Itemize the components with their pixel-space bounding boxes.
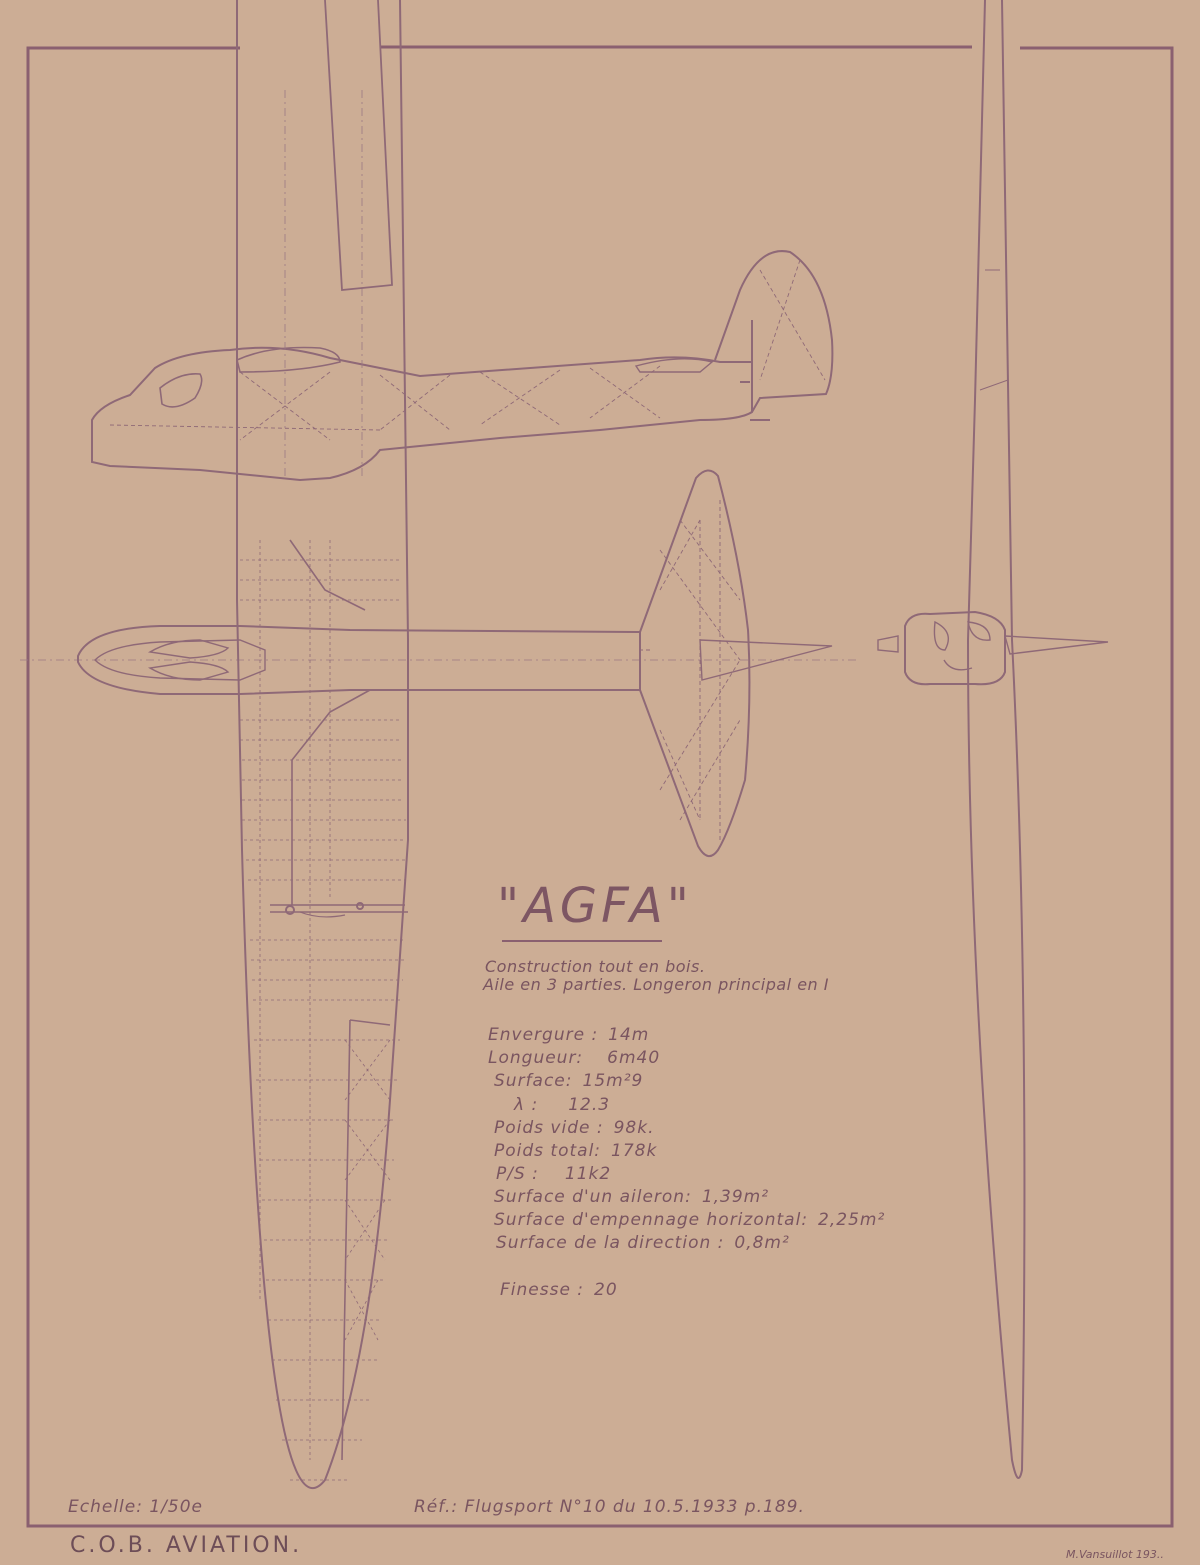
top-view-wing — [237, 0, 408, 1488]
spec-label: Surface: — [494, 1071, 573, 1091]
spec-row — [494, 1071, 643, 1091]
finesse-label: Finesse : — [500, 1280, 585, 1300]
construction-note: Construction tout en bois. — [485, 957, 706, 976]
spec-value: 11k2 — [564, 1164, 612, 1184]
spec-value: 12.3 — [568, 1095, 611, 1115]
spec-row — [494, 1141, 657, 1161]
spec-value: 2,25m² — [818, 1210, 886, 1230]
spec-value: 1,39m² — [701, 1187, 770, 1207]
spec-label: λ : — [514, 1095, 539, 1115]
spec-value: 0,8m² — [734, 1233, 790, 1253]
top-view-fuselage — [78, 470, 832, 856]
spec-row — [488, 1025, 649, 1045]
spec-value: 15m²9 — [582, 1071, 644, 1091]
signature: M.Vansuillot 193.. — [1066, 1548, 1164, 1561]
spec-label: Surface d'un aileron: — [494, 1187, 692, 1207]
spec-value: 6m40 — [607, 1048, 661, 1068]
organization-name: C.O.B. AVIATION. — [70, 1533, 303, 1558]
spec-label: Surface d'empennage horizontal: — [494, 1210, 809, 1230]
spec-row — [488, 1048, 660, 1068]
spec-row — [494, 1187, 769, 1207]
finesse-row — [500, 1280, 618, 1300]
title-underline — [502, 940, 662, 942]
spec-label: Envergure : — [488, 1025, 599, 1045]
spec-label: Poids total: — [494, 1141, 602, 1161]
sheet-border — [28, 47, 1172, 1526]
aircraft-title: "AGFA" — [497, 878, 693, 934]
spec-label: P/S : — [496, 1164, 539, 1184]
spec-row — [494, 1118, 654, 1138]
wing-note: Aile en 3 parties. Longeron principal en I — [483, 975, 829, 994]
side-view — [92, 251, 832, 480]
spec-row — [496, 1233, 790, 1253]
scale-note: Echelle: 1/50e — [68, 1497, 203, 1517]
spec-row — [494, 1210, 885, 1230]
spec-label: Poids vide : — [494, 1118, 604, 1138]
spec-value: 178k — [611, 1141, 658, 1161]
spec-value: 14m — [608, 1025, 650, 1045]
spec-value: 98k. — [613, 1118, 655, 1138]
reference-note: Réf.: Flugsport N°10 du 10.5.1933 p.189. — [414, 1497, 805, 1517]
front-view — [878, 0, 1108, 1478]
spec-label: Longueur: — [488, 1048, 584, 1068]
spec-row — [496, 1164, 611, 1184]
spec-row — [514, 1095, 610, 1115]
finesse-value: 20 — [594, 1280, 618, 1300]
spec-label: Surface de la direction : — [496, 1233, 725, 1253]
